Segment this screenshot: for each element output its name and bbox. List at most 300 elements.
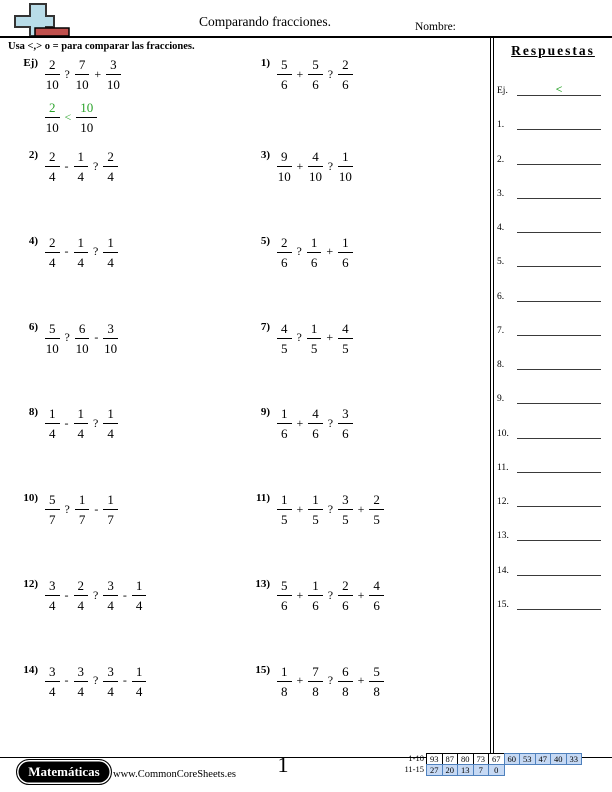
fraction — [45, 321, 60, 355]
fraction — [45, 664, 60, 698]
numerator: 1 — [103, 492, 118, 510]
operator: + — [296, 501, 304, 516]
fraction — [338, 664, 353, 698]
fraction — [277, 406, 292, 440]
numerator: 4 — [338, 321, 353, 339]
problem-number: 3) — [260, 149, 270, 161]
answer-blank-line — [517, 491, 601, 507]
numerator: 9 — [277, 149, 292, 167]
operator: ? — [93, 587, 99, 602]
fraction — [338, 406, 353, 440]
problem-9 — [242, 406, 353, 440]
numerator: 1 — [307, 321, 322, 339]
problem-expression — [45, 321, 118, 355]
operator: - — [122, 673, 127, 688]
denominator: 6 — [281, 426, 288, 442]
problem-body — [45, 149, 118, 183]
numerator: 1 — [74, 406, 89, 424]
numerator: 5 — [277, 578, 292, 596]
answers-panel — [490, 38, 612, 757]
fraction — [338, 149, 353, 183]
answer-number: 14. — [497, 565, 509, 576]
answer-blank-line — [517, 286, 601, 302]
denominator: 6 — [312, 598, 319, 613]
problem-expression — [277, 492, 384, 526]
answer-blank-line — [517, 423, 601, 439]
numerator: 3 — [45, 578, 60, 596]
problem-expression — [277, 578, 384, 612]
answer-blank-line — [517, 217, 601, 233]
score-cell: 13 — [457, 764, 474, 776]
fraction — [103, 664, 118, 698]
score-row — [392, 764, 582, 776]
operator: ? — [93, 158, 99, 173]
operator: + — [357, 501, 365, 516]
denominator: 10 — [75, 340, 89, 356]
operator: + — [296, 673, 304, 688]
problem-7 — [242, 321, 353, 355]
page-number: 1 — [277, 752, 289, 777]
fraction — [103, 235, 118, 269]
denominator: 4 — [77, 426, 84, 442]
problem-number: 5) — [260, 234, 270, 247]
answer-row — [497, 595, 601, 610]
score-cell: 67 — [488, 753, 505, 765]
fraction — [277, 57, 292, 91]
operator: ? — [327, 158, 334, 173]
denominator: 4 — [135, 598, 143, 613]
operator: ? — [64, 66, 70, 81]
numerator: 1 — [307, 235, 322, 253]
fraction — [103, 149, 118, 183]
numerator: 1 — [75, 492, 90, 510]
score-range-label: 11-15 — [404, 764, 424, 774]
answer-row — [497, 561, 601, 576]
answer-row — [497, 526, 601, 541]
score-table — [392, 753, 582, 776]
answer-row — [497, 287, 601, 302]
numerator: 3 — [45, 664, 60, 682]
problem-body — [45, 321, 118, 355]
operator: + — [357, 587, 365, 602]
numerator: 1 — [103, 406, 118, 424]
answer-number: 9. — [497, 394, 505, 405]
denominator: 4 — [77, 683, 84, 699]
answer-row — [497, 492, 601, 507]
problem-body — [277, 492, 384, 526]
fraction — [369, 664, 384, 698]
denominator: 4 — [107, 598, 114, 613]
operator: ? — [296, 330, 302, 345]
operator: + — [296, 587, 304, 602]
operator: ? — [327, 673, 334, 688]
denominator: 5 — [312, 512, 319, 528]
numerator: 2 — [45, 149, 60, 167]
score-cell: 80 — [457, 753, 474, 765]
fraction — [74, 235, 89, 269]
fraction — [308, 492, 323, 526]
operator: - — [64, 673, 69, 688]
problem-body — [45, 406, 118, 440]
fraction — [74, 406, 89, 440]
denominator: 6 — [342, 598, 349, 613]
denominator: 6 — [312, 426, 319, 442]
numerator: 1 — [132, 578, 147, 596]
problem-body — [277, 57, 353, 91]
numerator: 5 — [45, 492, 60, 510]
operator: ? — [327, 415, 334, 430]
numerator: 2 — [103, 149, 118, 167]
fraction — [369, 492, 384, 526]
denominator: 6 — [342, 254, 349, 270]
numerator: 2 — [338, 578, 353, 596]
fraction — [338, 492, 353, 526]
problem-expression — [45, 406, 118, 440]
answer-number: 6. — [497, 291, 505, 302]
fraction — [75, 492, 90, 526]
numerator: 6 — [75, 321, 90, 339]
denominator: 4 — [107, 683, 114, 699]
problem-expression — [45, 235, 118, 269]
problem-expression — [277, 235, 353, 269]
score-cell: 33 — [566, 753, 583, 765]
problem-number: 14) — [23, 663, 38, 676]
answer-blank-line — [517, 594, 601, 610]
problem-expression — [45, 149, 118, 183]
fraction — [74, 578, 89, 612]
denominator: 4 — [77, 169, 84, 184]
problem-body — [277, 235, 353, 269]
problem-expression — [277, 406, 353, 440]
numerator: 3 — [106, 57, 121, 75]
problem-body — [45, 235, 118, 269]
operator: - — [64, 158, 69, 173]
fraction — [103, 406, 118, 440]
denominator: 10 — [309, 169, 323, 184]
denominator: 4 — [107, 169, 114, 184]
denominator: 4 — [77, 254, 84, 270]
answer-blank-line — [517, 525, 601, 541]
fraction — [45, 235, 60, 269]
fraction — [338, 578, 353, 612]
denominator: 10 — [104, 340, 118, 356]
numerator: 1 — [74, 149, 89, 167]
denominator: 7 — [78, 512, 86, 528]
answer-blank-line — [517, 251, 601, 267]
answer-number: 5. — [497, 257, 505, 268]
denominator: 4 — [49, 254, 56, 270]
answer-value: < — [555, 82, 563, 96]
fraction — [277, 149, 292, 183]
problem-number: 10) — [23, 492, 38, 505]
website-url: www.CommonCoreSheets.es — [113, 769, 236, 780]
problem-number: 15) — [255, 663, 270, 676]
name-label: Nombre: — [415, 21, 456, 33]
problem-14 — [10, 664, 146, 698]
numerator: 3 — [74, 664, 89, 682]
problem-3 — [242, 149, 353, 183]
subject-badge-label: Matemáticas — [28, 764, 100, 779]
fraction — [338, 235, 353, 269]
problem-13 — [242, 578, 384, 612]
operator: ? — [64, 330, 70, 345]
denominator: 10 — [106, 77, 120, 92]
score-cell: 47 — [535, 753, 552, 765]
numerator: 1 — [74, 235, 89, 253]
problem-6 — [10, 321, 118, 355]
operator: ? — [327, 587, 334, 602]
fraction — [45, 578, 60, 612]
problem-number: 11) — [255, 492, 270, 505]
score-cell: 0 — [488, 764, 505, 776]
numerator: 1 — [132, 664, 147, 682]
fraction — [103, 492, 118, 526]
denominator: 6 — [373, 598, 380, 613]
instruction-text: Usa <,> o = para comparar las fracciones. — [8, 41, 195, 52]
numerator: 2 — [45, 100, 60, 118]
answer-number: Ej. — [497, 86, 508, 96]
operator: ? — [296, 244, 302, 259]
operator: + — [296, 158, 304, 173]
numerator: 7 — [308, 664, 323, 682]
fraction — [76, 100, 97, 134]
numerator: 1 — [277, 406, 292, 424]
denominator: 4 — [49, 426, 56, 442]
numerator: 1 — [103, 235, 118, 253]
numerator: 4 — [308, 149, 323, 167]
denominator: 6 — [342, 426, 349, 442]
answer-blank-line — [517, 388, 601, 404]
problem-body — [277, 578, 384, 612]
numerator: 7 — [75, 57, 90, 75]
answer-row — [497, 218, 601, 233]
operator: + — [296, 66, 304, 81]
denominator: 5 — [310, 340, 318, 356]
denominator: 10 — [45, 77, 59, 92]
operator: + — [326, 330, 334, 345]
score-cell: 20 — [442, 764, 459, 776]
numerator: 1 — [308, 492, 323, 510]
answer-number: 3. — [497, 188, 505, 199]
numerator: 1 — [338, 235, 353, 253]
numerator: 4 — [277, 321, 292, 339]
problem-number: 9) — [260, 406, 270, 419]
numerator: 5 — [308, 57, 323, 75]
operator: ? — [327, 66, 334, 81]
denominator: 6 — [281, 77, 288, 92]
answer-row — [497, 321, 601, 336]
numerator: 5 — [369, 664, 384, 682]
score-cell: 7 — [473, 764, 490, 776]
fraction — [132, 664, 147, 698]
fraction — [45, 149, 60, 183]
numerator: 3 — [103, 578, 118, 596]
numerator: 1 — [277, 664, 292, 682]
fraction — [45, 100, 60, 134]
denominator: 6 — [342, 77, 349, 92]
denominator: 8 — [373, 683, 380, 699]
problem-4 — [10, 235, 118, 269]
problem-number: 6) — [28, 320, 38, 333]
operator: + — [94, 66, 102, 81]
problem-number: 8) — [28, 406, 38, 419]
fraction — [308, 406, 323, 440]
answer-number: 10. — [497, 428, 509, 439]
example-answer-expression — [45, 100, 121, 134]
denominator: 8 — [312, 683, 319, 699]
fraction — [45, 492, 60, 526]
answer-row — [497, 458, 601, 473]
answer-number: 15. — [497, 599, 509, 610]
answer-blank-line — [517, 114, 601, 130]
fraction — [103, 578, 118, 612]
problem-2 — [10, 149, 118, 183]
fraction — [277, 578, 292, 612]
denominator: 6 — [281, 254, 288, 270]
answer-row — [497, 184, 601, 199]
answer-number: 7. — [497, 325, 505, 336]
denominator: 10 — [45, 340, 59, 356]
numerator: 2 — [369, 492, 384, 510]
problem-number: 13) — [255, 578, 270, 590]
denominator: 5 — [373, 512, 380, 528]
answer-row — [497, 252, 601, 267]
answer-number: 8. — [497, 360, 505, 370]
denominator: 4 — [135, 683, 143, 699]
operator: + — [326, 244, 334, 259]
problem-expression — [277, 321, 353, 355]
denominator: 4 — [107, 426, 114, 442]
answer-row — [497, 150, 601, 165]
answer-number: 1. — [497, 120, 505, 131]
answer-blank-line — [517, 80, 601, 96]
denominator: 10 — [45, 120, 59, 135]
answer-row — [497, 355, 601, 370]
problem-body — [45, 578, 146, 612]
problem-ej — [10, 57, 121, 134]
problem-8 — [10, 406, 118, 440]
answer-number: 2. — [497, 154, 505, 165]
fraction — [338, 321, 353, 355]
problem-expression — [277, 149, 353, 183]
fraction — [308, 149, 323, 183]
fraction — [308, 57, 323, 91]
operator: - — [64, 587, 69, 602]
score-cell: 53 — [519, 753, 536, 765]
denominator: 6 — [281, 598, 288, 613]
problem-10 — [10, 492, 118, 526]
operator: - — [64, 415, 69, 430]
subject-badge — [16, 759, 112, 785]
operator: ? — [327, 501, 334, 516]
problem-body — [45, 57, 121, 134]
fraction — [338, 57, 353, 91]
operator: ? — [93, 244, 99, 259]
fraction — [74, 149, 89, 183]
score-cell: 93 — [426, 753, 443, 765]
answer-number: 13. — [497, 531, 509, 542]
fraction — [45, 57, 60, 91]
answer-row — [497, 115, 601, 130]
denominator: 5 — [281, 340, 288, 356]
problem-number: 2) — [28, 149, 38, 161]
operator: + — [296, 415, 304, 430]
fraction — [277, 321, 292, 355]
problem-expression — [277, 664, 384, 698]
problem-expression — [45, 57, 121, 91]
answer-blank-line — [517, 320, 601, 336]
operator: < — [64, 109, 72, 124]
score-cell: 60 — [504, 753, 521, 765]
numerator: 3 — [338, 492, 353, 510]
score-cell: 73 — [473, 753, 490, 765]
problem-11 — [242, 492, 384, 526]
problem-number: 7) — [260, 320, 270, 333]
denominator: 6 — [310, 254, 318, 270]
numerator: 1 — [308, 578, 323, 596]
answer-blank-line — [517, 354, 601, 370]
denominator: 6 — [312, 77, 319, 92]
denominator: 7 — [49, 512, 56, 528]
problem-15 — [242, 664, 384, 698]
problem-5 — [242, 235, 353, 269]
operator: - — [94, 330, 99, 345]
fraction — [277, 492, 292, 526]
operator: ? — [93, 673, 99, 688]
numerator: 3 — [338, 406, 353, 424]
operator: ? — [93, 415, 99, 430]
numerator: 2 — [277, 235, 292, 253]
numerator: 5 — [45, 321, 60, 339]
denominator: 5 — [281, 512, 288, 528]
fraction — [74, 664, 89, 698]
denominator: 4 — [107, 254, 114, 270]
problem-number: Ej) — [23, 57, 38, 69]
numerator: 4 — [369, 578, 384, 596]
operator: - — [94, 501, 99, 516]
numerator: 1 — [45, 406, 60, 424]
problem-1 — [242, 57, 353, 91]
denominator: 4 — [77, 598, 84, 613]
answer-blank-line — [517, 149, 601, 165]
score-range-label: 1-10 — [408, 753, 424, 763]
problem-number: 4) — [28, 234, 38, 247]
answer-row — [497, 389, 601, 404]
operator: ? — [64, 501, 70, 516]
numerator: 1 — [277, 492, 292, 510]
score-cell: 27 — [426, 764, 443, 776]
numerator: 6 — [338, 664, 353, 682]
numerator: 2 — [45, 57, 60, 75]
denominator: 4 — [49, 169, 56, 184]
numerator: 2 — [338, 57, 353, 75]
fraction — [369, 578, 384, 612]
fraction — [308, 664, 323, 698]
denominator: 8 — [342, 683, 349, 699]
numerator: 1 — [338, 149, 353, 167]
numerator: 2 — [45, 235, 60, 253]
numerator: 10 — [76, 100, 97, 118]
answer-blank-line — [517, 457, 601, 473]
denominator: 5 — [342, 340, 349, 356]
score-cell: 87 — [442, 753, 459, 765]
numerator: 5 — [277, 57, 292, 75]
problem-number: 1) — [260, 57, 270, 69]
answer-number: 11. — [497, 462, 509, 473]
denominator: 4 — [49, 598, 56, 613]
numerator: 2 — [74, 578, 89, 596]
denominator: 4 — [49, 683, 56, 699]
